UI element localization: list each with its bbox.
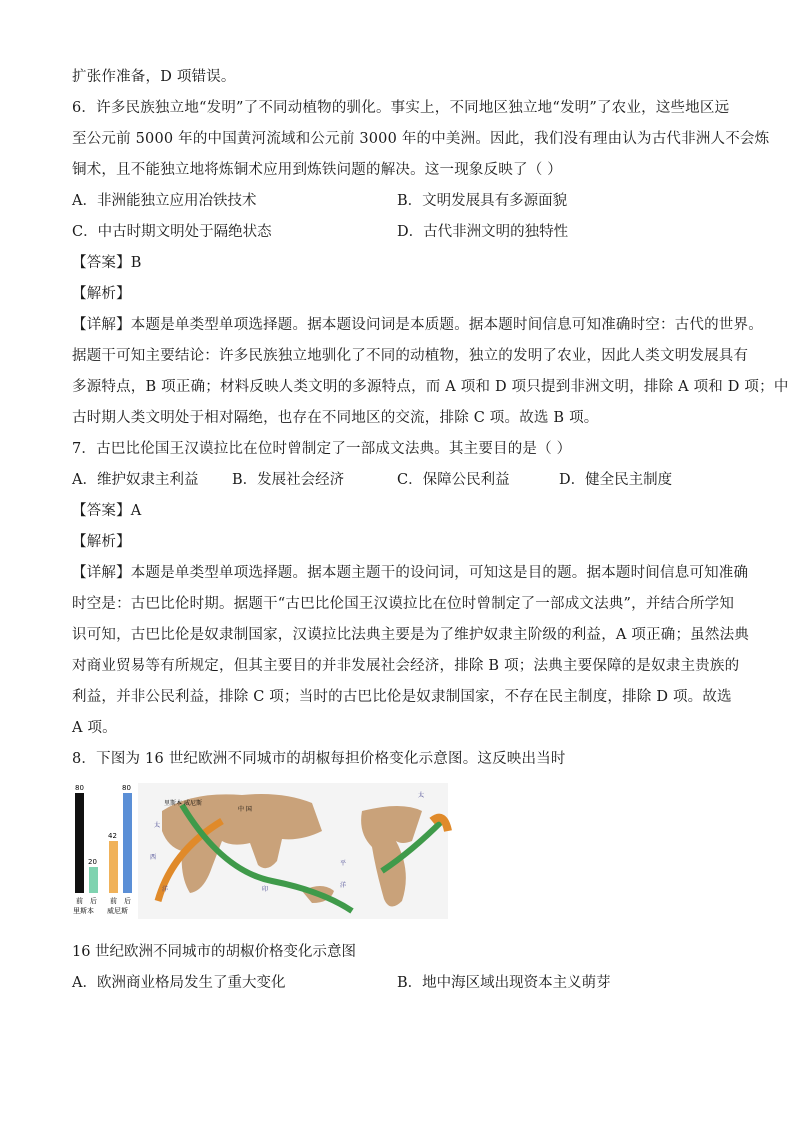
answer-label: 【答案】A [72, 503, 142, 519]
map-label-ocean: 平 [340, 860, 347, 867]
analysis-line: 识可知，古巴比伦是奴隶制国家，汉谟拉比法典主要是为了维护奴隶主阶级的利益，A 项正确；虽然法典 [72, 627, 749, 643]
city-label-venice: 威尼斯 [107, 907, 128, 915]
option-b: B．地中海区域出现资本主义萌芽 [397, 975, 611, 991]
analysis-line: 时空是：古巴比伦时期。据题干“古巴比伦国王汉谟拉比在位时曾制定了一部成文法典”，并结合所学知 [72, 596, 735, 612]
bar-lisbon-before [75, 793, 84, 893]
option-a: A．非洲能独立应用冶铁技术 [72, 193, 257, 209]
bar-axis-label: 后 [90, 897, 97, 905]
analysis-line: 多源特点，B 项正确；材料反映人类文明的多源特点，而 A 项和 D 项只提到非洲文明，排除 A 项和 D 项；中 [72, 379, 789, 395]
map-label-ocean: 洋 [162, 886, 169, 893]
bar-value-label: 42 [108, 832, 117, 840]
question-6-stem-line: 铜术，且不能独立地将炼铜术应用到炼铁问题的解决。这一现象反映了（ ） [72, 162, 562, 178]
option-a: A．维护奴隶主利益 [72, 472, 199, 488]
city-label-lisbon: 里斯本 [73, 907, 94, 915]
option-c: C．中古时期文明处于隔绝状态 [72, 224, 272, 240]
bar-lisbon-after [89, 867, 98, 893]
map-label-ocean: 太 [418, 792, 425, 799]
option-b: B．发展社会经济 [232, 472, 345, 488]
question-6-stem-line: 6．许多民族独立地“发明”了不同动植物的驯化。事实上，不同地区独立地“发明”了农业，这些地区远 [72, 100, 730, 116]
question-8-options-row [72, 968, 732, 999]
map-label-ocean: 太 [154, 822, 161, 829]
analysis-label: 【解析】 [72, 286, 131, 302]
price-bar-chart [73, 784, 132, 915]
answer-label: 【答案】B [72, 255, 142, 271]
trade-route-map [138, 783, 448, 919]
option-b: B．文明发展具有多源面貌 [397, 193, 568, 209]
question-6-options-row [72, 186, 732, 217]
figure-caption: 16 世纪欧洲不同城市的胡椒价格变化示意图 [72, 944, 357, 960]
bar-venice-after [123, 793, 132, 893]
analysis-label: 【解析】 [72, 534, 131, 550]
bar-axis-label: 前 [76, 897, 83, 905]
question-6-options-row [72, 217, 732, 248]
question-6-stem-line: 至公元前 5000 年的中国黄河流域和公元前 3000 年的中美洲。因此，我们没有理由认为古代非洲人不会炼 [72, 131, 770, 147]
question-7-stem-line: 7．古巴比伦国王汉谟拉比在位时曾制定了一部成文法典。其主要目的是（ ） [72, 441, 572, 457]
bar-venice-before [109, 841, 118, 893]
analysis-line: 对商业贸易等有所规定，但其主要目的并非发展社会经济，排除 B 项；法典主要保障的是奴隶主贵族的 [72, 658, 740, 674]
analysis-line: 古时期人类文明处于相对隔绝，也存在不同地区的交流，排除 C 项。故选 B 项。 [72, 410, 599, 426]
analysis-line: 利益，并非公民利益，排除 C 项；当时的古巴比伦是奴隶制国家，不存在民主制度，排除 D 项。故选 [72, 689, 732, 705]
analysis-line: 据题干可知主要结论：许多民族独立地驯化了不同的动植物，独立的发明了农业，因此人类文明发展具有 [72, 348, 749, 364]
pepper-price-figure [72, 781, 732, 931]
pepper-price-map-figure [72, 781, 452, 923]
option-a: A．欧洲商业格局发生了重大变化 [72, 975, 286, 991]
bar-value-label: 80 [75, 784, 84, 792]
analysis-line: A 项。 [72, 720, 117, 736]
map-label-china: 中 国 [238, 806, 252, 813]
bar-value-label: 80 [122, 784, 131, 792]
map-label-venice: 威尼斯 [184, 800, 203, 807]
map-label-ocean: 印 [262, 886, 269, 893]
bar-axis-label: 后 [124, 897, 131, 905]
option-d: D．健全民主制度 [559, 472, 673, 488]
exam-page [72, 62, 789, 999]
bar-value-label: 20 [88, 858, 97, 866]
map-label-ocean: 西 [150, 854, 157, 861]
text-line: 扩张作准备，D 项错误。 [72, 69, 236, 85]
option-c: C．保障公民利益 [397, 472, 510, 488]
map-label-ocean: 洋 [340, 882, 347, 889]
question-8-stem-line: 8．下图为 16 世纪欧洲不同城市的胡椒每担价格变化示意图。这反映出当时 [72, 751, 566, 767]
analysis-line: 【详解】本题是单类型单项选择题。据本题主题干的设问词，可知这是目的题。据本题时间信息可知准确 [72, 565, 749, 581]
analysis-line: 【详解】本题是单类型单项选择题。据本题设问词是本质题。据本题时间信息可知准确时空：古代的世界。 [72, 317, 763, 333]
bar-axis-label: 前 [110, 897, 117, 905]
question-7-options-row [72, 465, 732, 496]
option-d: D．古代非洲文明的独特性 [397, 224, 569, 240]
map-label-lisbon: 里斯本 [164, 800, 183, 807]
